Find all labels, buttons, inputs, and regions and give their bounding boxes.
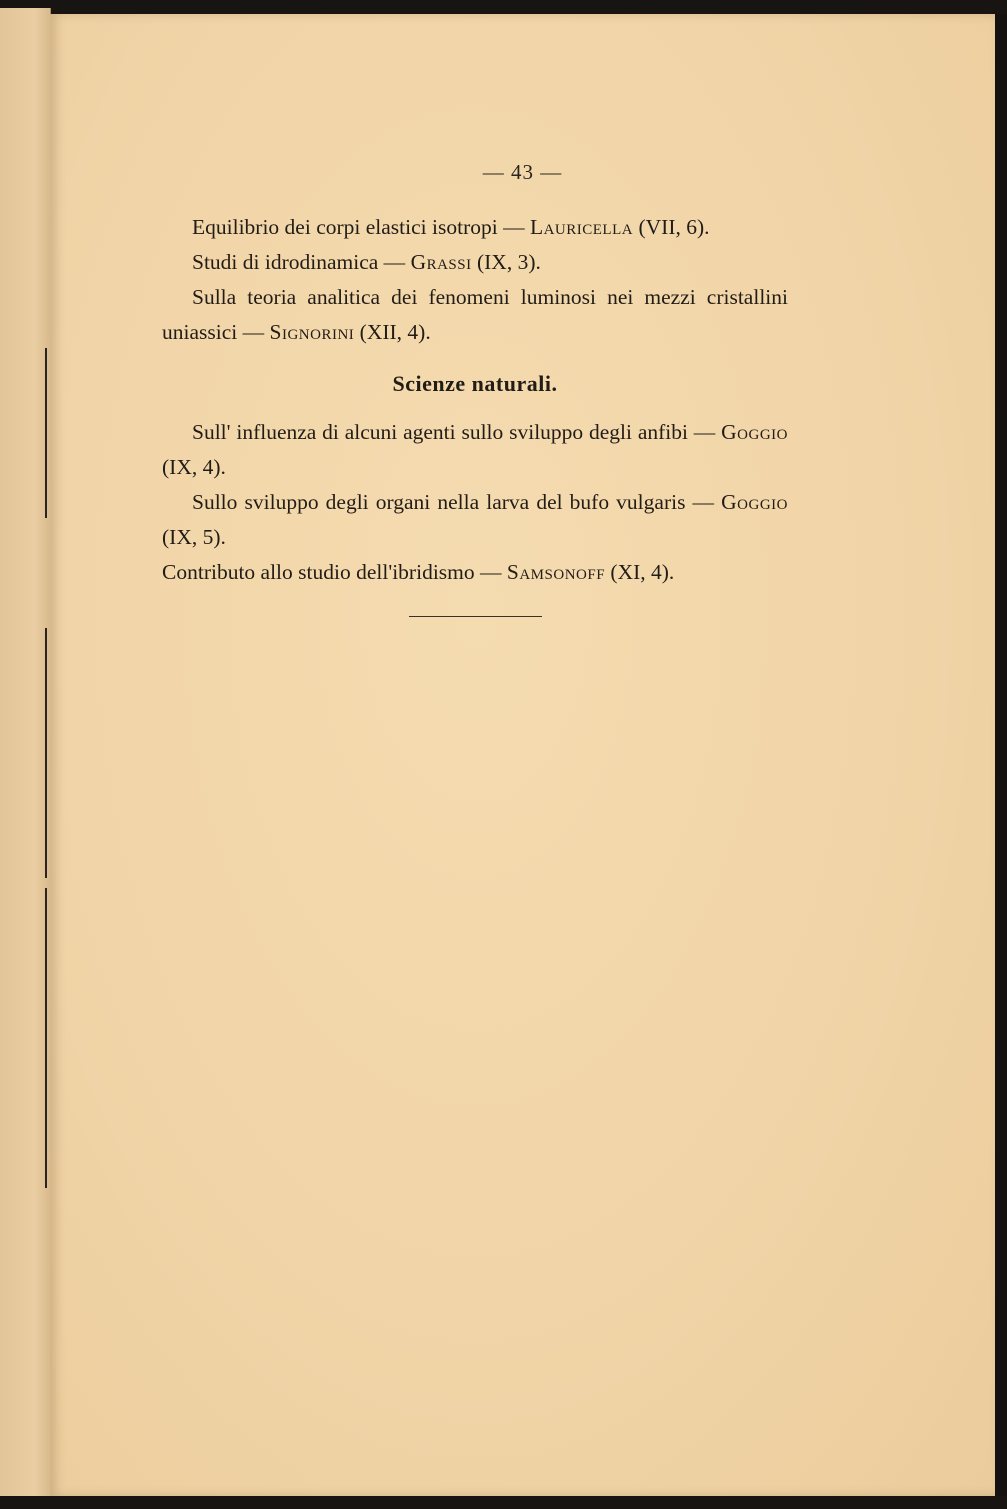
left-page-edge [0,8,51,1496]
page-right-edge [995,14,1007,1496]
binding-mark [45,888,47,1188]
entry-reference: (IX, 5). [162,525,226,549]
entry-author: Grassi [410,250,472,274]
book-page [50,14,995,1496]
page-content [162,210,788,590]
section-heading: Scienze naturali. [392,371,558,396]
bibliography-entry [162,485,788,555]
entry-reference: (VII, 6). [638,215,710,239]
entry-title: Equilibrio dei corpi elastici isotropi — [192,215,525,239]
bibliography-entry [162,210,788,245]
entry-author: Lauricella [529,215,634,239]
entry-author: Goggio [721,490,789,514]
entry-reference: (IX, 3). [476,250,541,274]
entry-author: Goggio [721,420,789,444]
entry-author: Samsonoff [506,560,606,584]
bibliography-entry [162,555,788,590]
closing-rule [409,616,542,617]
entry-title: Sulla teoria analitica dei fenomeni luminosi nei mezzi cristallini uniassici — [162,285,788,344]
entry-title: Sullo sviluppo degli organi nella larva del bufo vulgaris — [192,490,715,514]
bibliography-entry [162,280,788,350]
bibliography-entry [162,245,788,280]
entry-reference: (IX, 4). [162,455,226,479]
page-number: — 43 — [482,160,563,184]
bibliography-entry [162,415,788,485]
binding-mark [45,348,47,518]
entry-reference: (XII, 4). [359,320,431,344]
entry-title: Studi di idrodinamica — [192,250,406,274]
entry-title: Sull' influenza di alcuni agenti sullo sviluppo degli anfibi — [192,420,716,444]
entry-reference: (XI, 4). [610,560,675,584]
entry-author: Signorini [269,320,355,344]
binding-mark [45,628,47,878]
entry-title: Contributo allo studio dell'ibridismo — [162,560,502,584]
